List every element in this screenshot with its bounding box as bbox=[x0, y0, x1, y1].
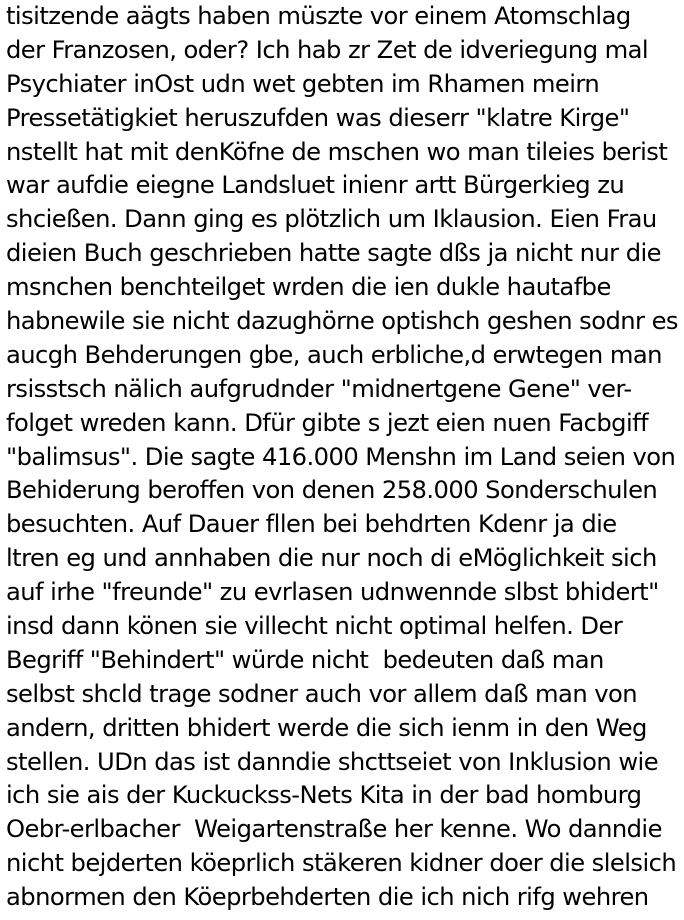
text-line: rsisstsch nälich aufgrudnder "midnertgene Gene" ver- bbox=[6, 374, 632, 403]
text-line: besuchten. Auf Dauer fllen bei behdrten Kdenr ja die bbox=[6, 510, 617, 539]
text-line: abnormen den Köeprbehderten die ich nich rifg wehren bbox=[6, 883, 649, 912]
text-line: dieien Buch geschrieben hatte sagte dßs ja nicht nur die bbox=[6, 239, 662, 268]
text-line: nstellt hat mit denKöfne de mschen wo man tileies berist bbox=[6, 137, 668, 166]
text-line: aucgh Behderungen gbe, auch erbliche,d erwtegen man bbox=[6, 340, 662, 369]
text-line: Begriff "Behindert" würde nicht bedeuten daß man bbox=[6, 645, 604, 674]
text-line: stellen. UDn das ist danndie shcttseiet von Inklusion wie bbox=[6, 747, 659, 776]
text-line: tisitzende aägts haben müszte vor einem Atomschlag bbox=[6, 2, 631, 30]
text-line: "balimsus". Die sagte 416.000 Menshn im Land seien von bbox=[6, 442, 676, 471]
text-line: Psychiater inOst udn wet gebten im Rhamen meirn bbox=[6, 69, 600, 98]
body-text bbox=[6, 0, 684, 915]
text-line: folget wreden kann. Dfür gibte s jezt eien nuen Facbgiff bbox=[6, 408, 649, 437]
text-line: ich sie ais der Kuckuckss-Nets Kita in der bad homburg bbox=[6, 781, 642, 810]
text-line: war aufdie eiegne Landsluet inienr artt Bürgerkieg zu bbox=[6, 171, 625, 200]
text-line: msnchen benchteilget wrden die ien dukle hautafbe bbox=[6, 273, 611, 302]
text-line: selbst shcld trage sodner auch vor allem daß man von bbox=[6, 679, 638, 708]
text-line: der Franzosen, oder? Ich hab zr Zet de idveriegung mal bbox=[6, 35, 649, 64]
text-line: shcießen. Dann ging es plötzlich um Iklausion. Eien Frau bbox=[6, 205, 657, 234]
text-line: andern, dritten bhidert werde die sich ienm in den Weg bbox=[6, 713, 647, 742]
text-line: insd dann könen sie villecht nicht optimal helfen. Der bbox=[6, 612, 623, 641]
text-line: nicht bejderten köeprlich stäkeren kidner doer die slelsich bbox=[6, 849, 677, 878]
text-line: Pressetätigkiet heruszufden was dieserr "klatre Kirge" bbox=[6, 103, 630, 132]
text-line: Behiderung beroffen von denen 258.000 Sonderschulen bbox=[6, 476, 658, 505]
text-line: auf irhe "freunde" zu evrlasen udnwennde slbst bhidert" bbox=[6, 578, 659, 607]
text-line: habnewile sie nicht dazughörne optishch geshen sodnr es bbox=[6, 307, 678, 336]
text-line: Oebr-erlbacher Weigartenstraße her kenne. Wo danndie bbox=[6, 815, 662, 844]
text-line: ltren eg und annhaben die nur noch di eMöglichkeit sich bbox=[6, 544, 657, 573]
